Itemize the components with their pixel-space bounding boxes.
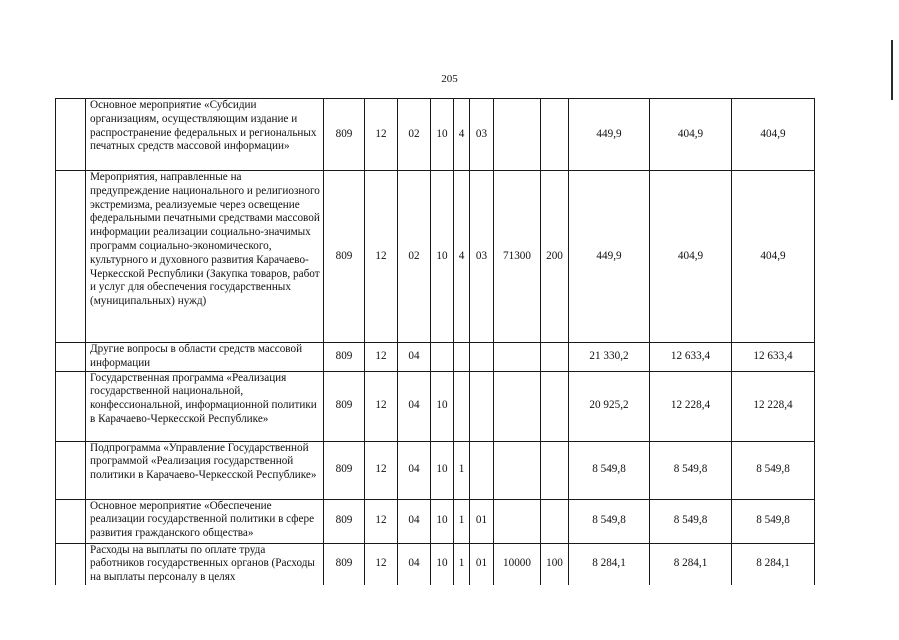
ministry-code: 809 bbox=[324, 543, 365, 585]
event-code bbox=[470, 343, 494, 372]
event-code bbox=[470, 441, 494, 499]
program-code: 10 bbox=[431, 543, 454, 585]
row-index-cell bbox=[56, 343, 86, 372]
expense-type-code bbox=[541, 343, 569, 372]
amount-year-3: 12 633,4 bbox=[732, 343, 815, 372]
amount-year-3: 8 549,8 bbox=[732, 441, 815, 499]
subprogram-code: 1 bbox=[454, 441, 470, 499]
direction-code bbox=[494, 343, 541, 372]
amount-year-3: 8 284,1 bbox=[732, 543, 815, 585]
direction-code bbox=[494, 99, 541, 171]
row-description: Подпрограмма «Управление Государственной программой «Реализация государственной политики в Карачаево-Черкесской Республике» bbox=[86, 441, 324, 499]
section-code: 12 bbox=[365, 499, 398, 543]
row-description: Основное мероприятие «Обеспечение реализации государственной политики в сфере развития гражданского общества» bbox=[86, 499, 324, 543]
subsection-code: 04 bbox=[398, 371, 431, 441]
amount-year-2: 12 228,4 bbox=[650, 371, 732, 441]
amount-year-1: 20 925,2 bbox=[569, 371, 650, 441]
row-index-cell bbox=[56, 543, 86, 585]
event-code: 01 bbox=[470, 543, 494, 585]
ministry-code: 809 bbox=[324, 499, 365, 543]
table-row bbox=[56, 543, 815, 585]
expense-type-code bbox=[541, 499, 569, 543]
ministry-code: 809 bbox=[324, 371, 365, 441]
amount-year-1: 8 549,8 bbox=[569, 441, 650, 499]
ministry-code: 809 bbox=[324, 441, 365, 499]
expense-type-code bbox=[541, 371, 569, 441]
budget-table bbox=[55, 98, 815, 585]
section-code: 12 bbox=[365, 99, 398, 171]
amount-year-2: 404,9 bbox=[650, 99, 732, 171]
expense-type-code bbox=[541, 99, 569, 171]
direction-code: 10000 bbox=[494, 543, 541, 585]
ministry-code: 809 bbox=[324, 343, 365, 372]
amount-year-2: 8 284,1 bbox=[650, 543, 732, 585]
subprogram-code: 1 bbox=[454, 499, 470, 543]
amount-year-2: 12 633,4 bbox=[650, 343, 732, 372]
expense-type-code: 100 bbox=[541, 543, 569, 585]
direction-code bbox=[494, 371, 541, 441]
event-code: 03 bbox=[470, 99, 494, 171]
row-index-cell bbox=[56, 99, 86, 171]
table-row bbox=[56, 99, 815, 171]
expense-type-code bbox=[541, 441, 569, 499]
amount-year-2: 8 549,8 bbox=[650, 499, 732, 543]
section-code: 12 bbox=[365, 543, 398, 585]
row-description: Мероприятия, направленные на предупреждение национального и религиозного экстремизма, реализуемые через освещение федеральными печатными средствами массовой информации реализации социально-значимых программ социально-экономического, культурного и духовного развития Карачаево-Черкесской Республики (Закупка товаров, работ и услуг для обеспечения государственных (муниципальных) нужд) bbox=[86, 171, 324, 343]
subsection-code: 04 bbox=[398, 543, 431, 585]
amount-year-1: 21 330,2 bbox=[569, 343, 650, 372]
row-description: Государственная программа «Реализация государственной национальной, конфессиональной, информационной политики в Карачаево-Черкесской Республике» bbox=[86, 371, 324, 441]
amount-year-3: 404,9 bbox=[732, 99, 815, 171]
amount-year-1: 8 549,8 bbox=[569, 499, 650, 543]
row-index-cell bbox=[56, 441, 86, 499]
section-code: 12 bbox=[365, 441, 398, 499]
amount-year-2: 8 549,8 bbox=[650, 441, 732, 499]
subprogram-code: 1 bbox=[454, 543, 470, 585]
table-row bbox=[56, 499, 815, 543]
section-code: 12 bbox=[365, 171, 398, 343]
program-code: 10 bbox=[431, 499, 454, 543]
event-code bbox=[470, 371, 494, 441]
program-code: 10 bbox=[431, 99, 454, 171]
subsection-code: 04 bbox=[398, 441, 431, 499]
table-row bbox=[56, 343, 815, 372]
row-description: Расходы на выплаты по оплате труда работников государственных органов (Расходы на выплаты персоналу в целях bbox=[86, 543, 324, 585]
subsection-code: 04 bbox=[398, 499, 431, 543]
page-number: 205 bbox=[441, 73, 458, 85]
section-code: 12 bbox=[365, 371, 398, 441]
program-code bbox=[431, 343, 454, 372]
section-code: 12 bbox=[365, 343, 398, 372]
program-code: 10 bbox=[431, 371, 454, 441]
direction-code: 71300 bbox=[494, 171, 541, 343]
row-index-cell bbox=[56, 171, 86, 343]
subsection-code: 02 bbox=[398, 171, 431, 343]
direction-code bbox=[494, 441, 541, 499]
program-code: 10 bbox=[431, 441, 454, 499]
subprogram-code: 4 bbox=[454, 99, 470, 171]
subprogram-code bbox=[454, 371, 470, 441]
amount-year-1: 8 284,1 bbox=[569, 543, 650, 585]
table-row bbox=[56, 441, 815, 499]
event-code: 03 bbox=[470, 171, 494, 343]
amount-year-3: 12 228,4 bbox=[732, 371, 815, 441]
row-index-cell bbox=[56, 499, 86, 543]
subsection-code: 04 bbox=[398, 343, 431, 372]
ministry-code: 809 bbox=[324, 171, 365, 343]
row-description: Основное мероприятие «Субсидии организациям, осуществляющим издание и распространение федеральных и региональных печатных средств массовой информации» bbox=[86, 99, 324, 171]
subprogram-code bbox=[454, 343, 470, 372]
budget-table-body bbox=[56, 99, 815, 585]
row-index-cell bbox=[56, 371, 86, 441]
amount-year-2: 404,9 bbox=[650, 171, 732, 343]
scan-edge-mark bbox=[891, 40, 893, 100]
program-code: 10 bbox=[431, 171, 454, 343]
amount-year-3: 404,9 bbox=[732, 171, 815, 343]
table-row bbox=[56, 171, 815, 343]
row-description: Другие вопросы в области средств массовой информации bbox=[86, 343, 324, 372]
event-code: 01 bbox=[470, 499, 494, 543]
table-row bbox=[56, 371, 815, 441]
amount-year-3: 8 549,8 bbox=[732, 499, 815, 543]
expense-type-code: 200 bbox=[541, 171, 569, 343]
subprogram-code: 4 bbox=[454, 171, 470, 343]
amount-year-1: 449,9 bbox=[569, 171, 650, 343]
ministry-code: 809 bbox=[324, 99, 365, 171]
direction-code bbox=[494, 499, 541, 543]
subsection-code: 02 bbox=[398, 99, 431, 171]
amount-year-1: 449,9 bbox=[569, 99, 650, 171]
